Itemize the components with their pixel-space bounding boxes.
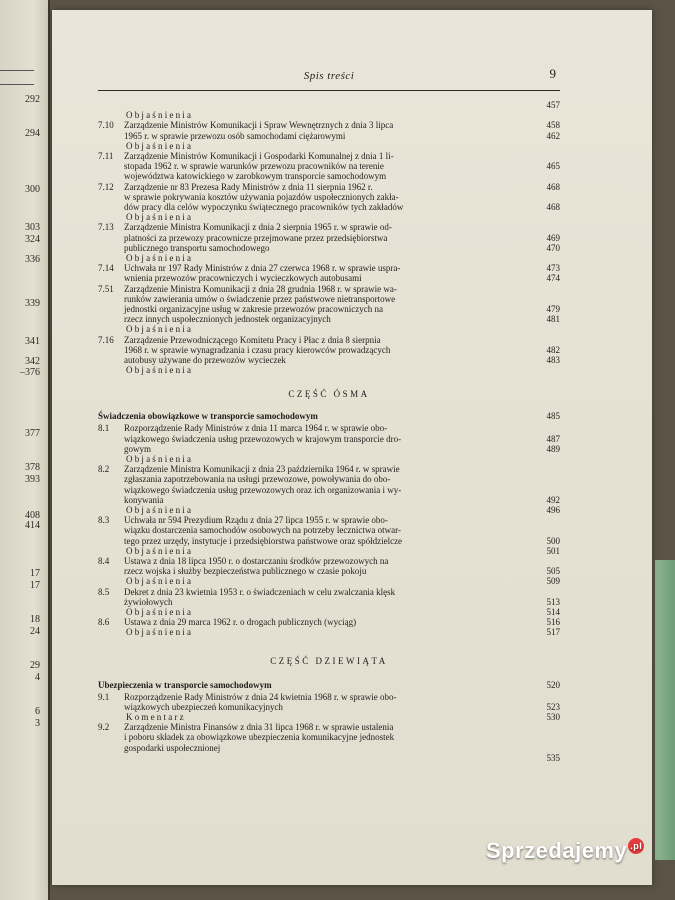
entry-text: Objaśnienia: [126, 140, 194, 151]
entry-text: Objaśnienia: [126, 627, 194, 638]
entry-text: Rozporządzenie Rady Ministrów z dnia 11 marca 1964 r. w sprawie obo-: [124, 423, 388, 434]
left-page-number: 29: [30, 660, 40, 671]
left-page-number: 24: [30, 626, 40, 637]
entry-number: 8.6: [98, 617, 110, 628]
entry-page: 458: [546, 120, 560, 131]
entry-page: 514: [546, 607, 560, 617]
left-page-number: 408: [25, 510, 40, 521]
left-page-number: 17: [30, 568, 40, 579]
part-heading: CZĘŚĆ ÓSMA: [288, 389, 370, 400]
entry-number: 7.51: [98, 283, 114, 294]
entry-text: wiązku dostarczenia samochodów osobowych na potrzeby lecznictwa otwar-: [124, 525, 401, 536]
chapter-page: 520: [546, 679, 560, 690]
book-cover-edge: [655, 560, 675, 860]
entry-page: 530: [546, 712, 560, 722]
left-page-number: 339: [25, 298, 40, 309]
entry-text: Zarządzenie Ministra Komunikacji z dnia 28 grudnia 1968 r. w sprawie wa-: [124, 283, 397, 294]
entry-number: 7.10: [98, 120, 114, 131]
entry-page: 470: [546, 242, 560, 253]
entry-text: wiązkowego świadczenia usług przewozowych oraz ich organizowania i wy-: [124, 484, 402, 495]
entry-text: gospodarki uspołecznionej: [124, 742, 221, 753]
entry-text: 1968 r. w sprawie wynagradzania i czasu pracy kierowców prowadzących: [124, 344, 391, 355]
left-page-number: 303: [25, 222, 40, 233]
left-page-rule: [0, 70, 34, 71]
entry-number: 9.2: [98, 722, 110, 733]
entry-text: Objaśnienia: [126, 324, 194, 335]
chapter-page: 485: [546, 411, 560, 422]
entry-page: 489: [546, 443, 560, 454]
entry-text: publicznego transportu samochodowego: [124, 242, 270, 253]
entry-page: 465: [546, 161, 560, 172]
entry-number: 7.13: [98, 222, 114, 233]
left-page-number: 414: [25, 520, 40, 531]
entry-text: rzecz wojska i służby bezpieczeństwa publicznego w czasie pokoju: [124, 566, 367, 577]
entry-number: 8.2: [98, 464, 110, 475]
entry-text: konywania: [124, 494, 164, 505]
entry-page: 481: [546, 314, 560, 325]
left-page-number: 292: [25, 94, 40, 105]
chapter-title: [98, 680, 560, 690]
running-header: [98, 64, 560, 91]
entry-text: Objaśnienia: [126, 454, 194, 464]
entry-page: 516: [546, 617, 560, 628]
entry-page: 482: [546, 344, 560, 355]
entry-page: 513: [546, 596, 560, 607]
left-page-number: 18: [30, 614, 40, 625]
entry-text: Zarządzenie Ministra Finansów z dnia 31 lipca 1968 r. w sprawie ustalenia: [124, 722, 394, 733]
left-page-number: 4: [35, 672, 40, 683]
entry-text: Zarządzenie Ministra Komunikacji z dnia 2 sierpnia 1965 r. w sprawie od-: [124, 222, 392, 233]
entry-text: Zarządzenie Przewodniczącego Komitetu Pracy i Płac z dnia 8 sierpnia: [124, 334, 381, 345]
entry-text: Objaśnienia: [126, 365, 194, 376]
left-page-number: 3: [35, 718, 40, 729]
entry-text: Ustawa z dnia 29 marca 1962 r. o drogach publicznych (wyciąg): [124, 617, 357, 628]
chapter-text: Ubezpieczenia w transporcie samochodowym: [98, 679, 272, 690]
entry-text: wiązkowego świadczenia usług przewozowych w krajowym transporcie dro-: [124, 433, 402, 444]
entry-text: Dekret z dnia 23 kwietnia 1953 r. o świadczeniach w celu zwalczania klęsk: [124, 586, 396, 597]
entry-text: stopada 1962 r. w sprawie warunków przewozu pracowników na terenie: [124, 161, 384, 172]
entry-text: jednostki organizacyjne usług w zakresie przewozów pracowniczych na: [124, 304, 383, 314]
entry-text: Objaśnienia: [126, 253, 194, 263]
previous-page-edge: [0, 0, 50, 900]
left-page-rule: [0, 84, 34, 85]
entry-text: w sprawie pokrywania kosztów używania pojazdów uspołecznionych zakła-: [124, 191, 399, 202]
entry-page: 487: [546, 433, 560, 444]
entry-number: 7.16: [98, 334, 114, 345]
entry-page: 457: [546, 100, 560, 110]
entry-text: Objaśnienia: [126, 545, 194, 556]
left-page-number: 6: [35, 706, 40, 717]
entry-text: Komentarz: [126, 712, 186, 722]
entry-page: 473: [546, 263, 560, 274]
entry-page: 492: [546, 494, 560, 505]
entry-page: 523: [546, 701, 560, 712]
entry-number: 8.1: [98, 423, 110, 434]
entry-text: i poboru składek za obowiązkowe ubezpieczenia komunikacyjne jednostek: [124, 732, 395, 743]
entry-page: 474: [546, 273, 560, 284]
chapter-title: [98, 411, 560, 421]
entry-text: Objaśnienia: [126, 212, 194, 223]
entry-text: Rozporządzenie Rady Ministrów z dnia 24 kwietnia 1968 r. w sprawie obo-: [124, 691, 397, 702]
entry-text: autobusy używane do przewozów wycieczek: [124, 355, 286, 365]
entry-page: 500: [546, 535, 560, 546]
entry-text: zgłaszania zapotrzebowania na usługi przewozowe, powoływania do obo-: [124, 474, 391, 485]
left-page-number: 378: [25, 462, 40, 473]
entry-page: 509: [546, 576, 560, 587]
entry-page: 483: [546, 355, 560, 365]
entry-page: 462: [546, 130, 560, 141]
part-heading: CZĘŚĆ DZIEWIĄTA: [270, 655, 388, 666]
entry-text: wnienia przewozów pracowniczych i wycieczkowych autobusami: [124, 273, 362, 284]
watermark-suffix: .pl: [628, 838, 644, 854]
entry-page: 496: [546, 505, 560, 515]
entry-page: 479: [546, 304, 560, 314]
entry-number: 7.14: [98, 263, 114, 274]
entry-text: Uchwała nr 197 Rady Ministrów z dnia 27 czerwca 1968 r. w sprawie uspra-: [124, 263, 401, 274]
entry-text: runków zawierania umów o świadczenie przez państwowe nietransportowe: [124, 293, 396, 304]
watermark-logo: [486, 838, 644, 864]
entry-text: Ustawa z dnia 18 lipca 1950 r. o dostarczaniu środków przewozowych na: [124, 556, 389, 566]
left-page-number: 341: [25, 336, 40, 347]
entry-text: Zarządzenie Ministra Komunikacji z dnia 23 października 1964 r. w sprawie: [124, 464, 400, 475]
entry-text: 1965 r. w sprawie przewozu osób samochodami ciężarowymi: [124, 130, 346, 141]
book-page: [52, 10, 652, 885]
entry-text: województwa katowickiego w zarobkowym transporcie samochodowym: [124, 171, 387, 182]
entry-text: żywiołowych: [124, 596, 173, 607]
entry-page: 468: [546, 181, 560, 192]
watermark-text: Sprzedajemy: [486, 838, 628, 863]
entry-number: 8.4: [98, 556, 110, 566]
entry-text: gowym: [124, 443, 151, 454]
entry-text: Zarządzenie nr 83 Prezesa Rady Ministrów z dnia 11 sierpnia 1962 r.: [124, 181, 373, 192]
entry-page: 505: [546, 566, 560, 577]
entry-text: rzecz innych uspołecznionych jednostek organizacyjnych: [124, 314, 331, 325]
left-page-number: –376: [20, 367, 40, 378]
left-page-number: 377: [25, 428, 40, 439]
entry-number: 9.1: [98, 691, 110, 702]
entry-text: Objaśnienia: [126, 607, 194, 617]
left-page-number: 300: [25, 184, 40, 195]
entry-page: 501: [546, 545, 560, 556]
entry-text: wiązkowych ubezpieczeń komunikacyjnych: [124, 701, 283, 712]
left-page-number: 393: [25, 474, 40, 485]
entry-number: 8.3: [98, 515, 110, 526]
entry-number: 7.11: [98, 151, 114, 161]
left-page-number: 294: [25, 128, 40, 139]
entry-page: 469: [546, 232, 560, 243]
entry-text: Objaśnienia: [126, 576, 194, 587]
left-page-number: 342: [25, 356, 40, 367]
entry-text: Zarządzenie Ministrów Komunikacji i Gospodarki Komunalnej z dnia 1 li-: [124, 151, 394, 161]
entry-text: Objaśnienia: [126, 505, 194, 515]
entry-text: Zarządzenie Ministrów Komunikacji i Spraw Wewnętrznych z dnia 3 lipca: [124, 120, 394, 131]
left-page-number: 336: [25, 254, 40, 265]
entry-text: Objaśnienia: [126, 110, 194, 121]
entry-page: 535: [546, 752, 560, 763]
entry-text: platności za przewozy pracownicze przejmowane przez przedsiębiorstwa: [124, 232, 388, 243]
entry-number: 7.12: [98, 181, 114, 192]
header-title: Spis treści: [303, 70, 355, 82]
left-page-number: 17: [30, 580, 40, 591]
entry-text: dów pracy dla celów wypoczynku świątecznego pracowników tych zakładów: [124, 202, 404, 212]
entry-page: 468: [546, 202, 560, 212]
entry-number: 8.5: [98, 586, 110, 597]
chapter-text: Świadczenia obowiązkowe w transporcie samochodowym: [98, 411, 318, 422]
entry-text: Uchwała nr 594 Prezydium Rządu z dnia 27 lipca 1955 r. w sprawie obo-: [124, 515, 388, 526]
left-page-number: 324: [25, 234, 40, 245]
page-number: 9: [549, 66, 556, 81]
entry-text: tego przez urzędy, instytucje i przedsiębiorstwa państwowe oraz spółdzielcze: [124, 535, 403, 546]
entry-page: 517: [546, 627, 560, 638]
